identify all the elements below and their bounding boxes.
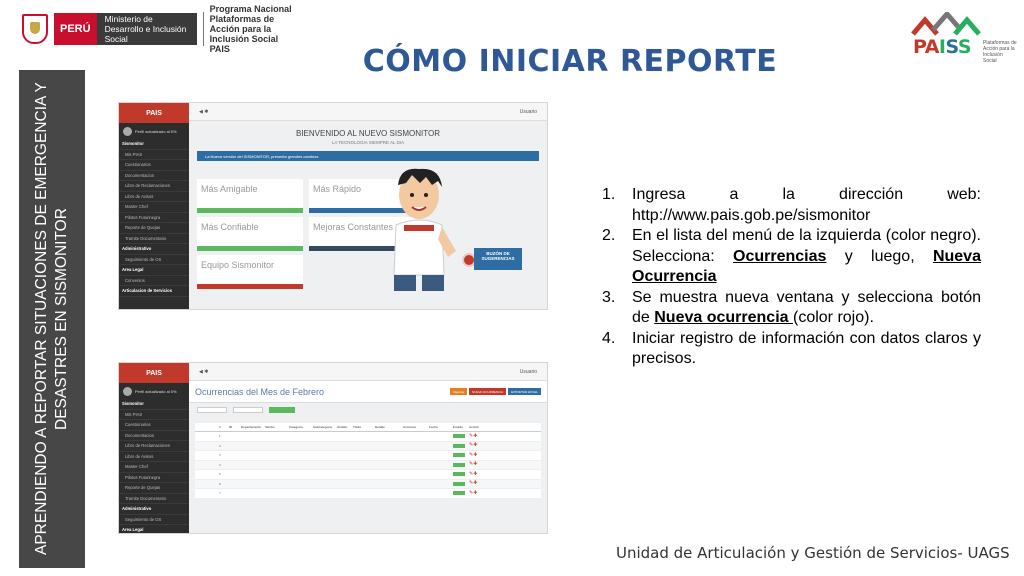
table-row[interactable]: 1 ✎✚ (195, 432, 541, 442)
government-logo (22, 4, 300, 54)
screenshot-occurrences (118, 362, 548, 534)
app-sidebar (119, 363, 189, 533)
sidebar-item[interactable]: Pilotos Futurinegra (119, 213, 189, 224)
welcome-tagline: LA TECNOLOGIA SIEMPRE AL DIA (331, 140, 405, 145)
card-title: Más Rápido (313, 184, 362, 194)
sidebar-user (119, 123, 189, 139)
pais-subtitle: Plataformas de Acción para la Inclusión Social (983, 40, 1017, 64)
card-bar (197, 284, 303, 289)
table-row[interactable]: 4 ✎✚ (195, 461, 541, 471)
ministry-label: Ministerio de Desarrollo e Inclusión Social (97, 13, 197, 45)
filter-month[interactable] (197, 407, 227, 413)
sidebar-item[interactable]: Libro de Avisos (119, 452, 189, 463)
card-bar (197, 246, 303, 251)
feature-card (197, 179, 303, 213)
app-topbar (189, 363, 547, 381)
step-number: 1. (602, 186, 616, 203)
step-number: 3. (602, 288, 616, 306)
logo-divider (203, 12, 204, 46)
sidebar-item[interactable]: Mis PIAS (119, 410, 189, 421)
sidebar-user (119, 383, 189, 399)
user-menu[interactable]: Usuario (519, 368, 537, 375)
sidebar-item[interactable]: Cuestionarios (119, 160, 189, 171)
sidebar-item[interactable]: Seguimiento de OS (119, 255, 189, 266)
side-banner-text: APRENDIENDO A REPORTAR SITUACIONES DE EMERGENCIA Y DESASTRES EN SISMONITOR (33, 82, 70, 556)
step-text-part: Iniciar registro de información con datos claros y precisos. (632, 329, 981, 367)
step-text (632, 226, 981, 288)
avatar (123, 127, 132, 136)
filter-year[interactable] (233, 407, 263, 413)
card-title: Más Amigable (201, 184, 258, 194)
card-title: Mejoras Constantes (313, 222, 394, 232)
side-banner-text-wrap (19, 70, 85, 568)
sidebar-menu (119, 139, 189, 297)
roofs-icon (911, 12, 981, 38)
step-text-emphasis: Nueva ocurrencia (654, 309, 793, 326)
step-text (632, 329, 981, 370)
step-number: 2. (602, 227, 616, 244)
step-text (632, 288, 981, 329)
app-sidebar (119, 103, 189, 309)
profile-status: Perfil actualizado al 0% (135, 388, 177, 394)
sidebar-item[interactable]: Documentacion (119, 171, 189, 182)
report-button[interactable]: Reporte (450, 388, 467, 395)
sidebar-item[interactable]: Reporte de Quejas (119, 483, 189, 494)
sidebar-item[interactable]: Mis PIAS (119, 150, 189, 161)
sidebar-item[interactable]: Administrativo (119, 504, 189, 515)
welcome-title: BIENVENIDO AL NUEVO SISMONITOR (295, 129, 441, 138)
step-number: 4. (602, 329, 616, 347)
occurrences-table (195, 423, 541, 499)
steps-list (600, 185, 981, 370)
sidebar-item[interactable]: Area Legal (119, 525, 189, 534)
sidebar-item[interactable]: Administrativo (119, 244, 189, 255)
news-bar: La Nueva versión del SISMONITOR, presenta grandes cambios (197, 151, 539, 161)
volume-icon[interactable]: ◀︎ ✱ (199, 108, 209, 115)
step-text-emphasis: Nueva Ocurrencia (632, 247, 981, 285)
filters-bar (189, 403, 547, 417)
filter-button[interactable] (269, 407, 295, 413)
occurrences-header (189, 381, 547, 403)
coat-of-arms-icon (22, 14, 48, 44)
sidebar-item[interactable]: Tramite Documentario (119, 494, 189, 505)
peru-label: PERÚ (54, 13, 97, 45)
occurrences-title: Ocurrencias del Mes de Febrero (195, 386, 325, 397)
sidebar-item[interactable]: Libro de Avisos (119, 192, 189, 203)
avatar (123, 387, 132, 396)
sidebar-item[interactable]: Master Chef (119, 202, 189, 213)
sidebar-item[interactable]: Libro de Reclamaciones (119, 441, 189, 452)
sidebar-item[interactable]: Convenios (119, 276, 189, 287)
sidebar-item[interactable]: Sismonitor (119, 139, 189, 150)
instructions (600, 185, 981, 370)
step-item (600, 329, 981, 370)
step-text-part: (color rojo). (792, 309, 874, 326)
step-text-part: Se muestra nueva ventana y selecciona botón de (632, 288, 981, 326)
sidebar-item[interactable]: Cuestionarios (119, 420, 189, 431)
program-label: Programa Nacional Plataformas de Acción para la Inclusión Social PAIS (209, 4, 292, 54)
card-title: Más Confiable (201, 222, 259, 232)
sidebar-item[interactable]: Master Chef (119, 462, 189, 473)
sidebar-item[interactable]: Documentacion (119, 431, 189, 442)
sidebar-item[interactable]: Libro de Reclamaciones (119, 181, 189, 192)
profile-status: Perfil actualizado al 0% (135, 128, 177, 134)
step-text-part: y luego, (826, 247, 933, 265)
mascot-illustration (374, 165, 464, 293)
step-text (632, 185, 981, 226)
footer: Unidad de Articulación y Gestión de Servicios- UAGS (616, 544, 1010, 562)
suggestion-box-label[interactable]: BUZÓN DE SUGERENCIAS (474, 248, 522, 270)
user-menu[interactable]: Usuario (519, 108, 537, 115)
sidebar-item[interactable]: Pilotos Futurinegra (119, 473, 189, 484)
pais-wordmark: PAISS (913, 36, 972, 58)
card-bar (197, 208, 303, 213)
new-occurrence-button[interactable]: NUEVA OCURRENCIA (469, 388, 506, 395)
sidebar-menu (119, 399, 189, 534)
step-text-emphasis: Ocurrencias (733, 247, 827, 265)
step-item (600, 288, 981, 329)
table-row[interactable]: 6 ✎✚ (195, 480, 541, 490)
sidebar-item[interactable]: Articulacion de Servicios (119, 286, 189, 297)
table-row[interactable]: 3 ✎✚ (195, 451, 541, 461)
app-main (189, 121, 547, 309)
screenshot-welcome (118, 102, 548, 310)
table-row[interactable]: 7 ✎✚ (195, 489, 541, 499)
app-logo: PAIS (119, 363, 189, 383)
app-topbar (189, 103, 547, 121)
sidebar-item[interactable]: Reporte de Quejas (119, 223, 189, 234)
step-text-part: Ingresa a la dirección web: http://www.pais.gob.pe/sismonitor (632, 186, 981, 224)
table-row[interactable]: 2 ✎✚ (195, 442, 541, 452)
step-text-part: En el lista del menú de la izquierda (color negro). Selecciona: (632, 227, 981, 265)
feature-card (197, 255, 303, 289)
sidebar-item[interactable]: Tramite Documentario (119, 234, 189, 245)
sidebar-item[interactable]: Seguimiento de OS (119, 515, 189, 526)
card-title: Equipo Sismonitor (201, 260, 275, 270)
feature-card (197, 217, 303, 251)
app-logo: PAIS (119, 103, 189, 123)
volume-icon[interactable]: ◀︎ ✱ (199, 368, 209, 375)
export-excel-button[interactable]: EXPORTAR EXCEL (508, 388, 541, 395)
page-title: CÓMO INICIAR REPORTE (362, 44, 778, 79)
sidebar-item[interactable]: Area Legal (119, 265, 189, 276)
table-header: # ID Departamento Tambo Categoria Subcategoria Ámbito Título Detalle Acciones Fecha Estado Acción (195, 423, 541, 432)
table-row[interactable]: 5 ✎✚ (195, 470, 541, 480)
occurrences-actions (450, 388, 541, 395)
pais-logo (905, 6, 1015, 66)
sidebar-item[interactable]: Sismonitor (119, 399, 189, 410)
step-item (600, 185, 981, 226)
app-main (189, 381, 547, 533)
step-item (600, 226, 981, 288)
